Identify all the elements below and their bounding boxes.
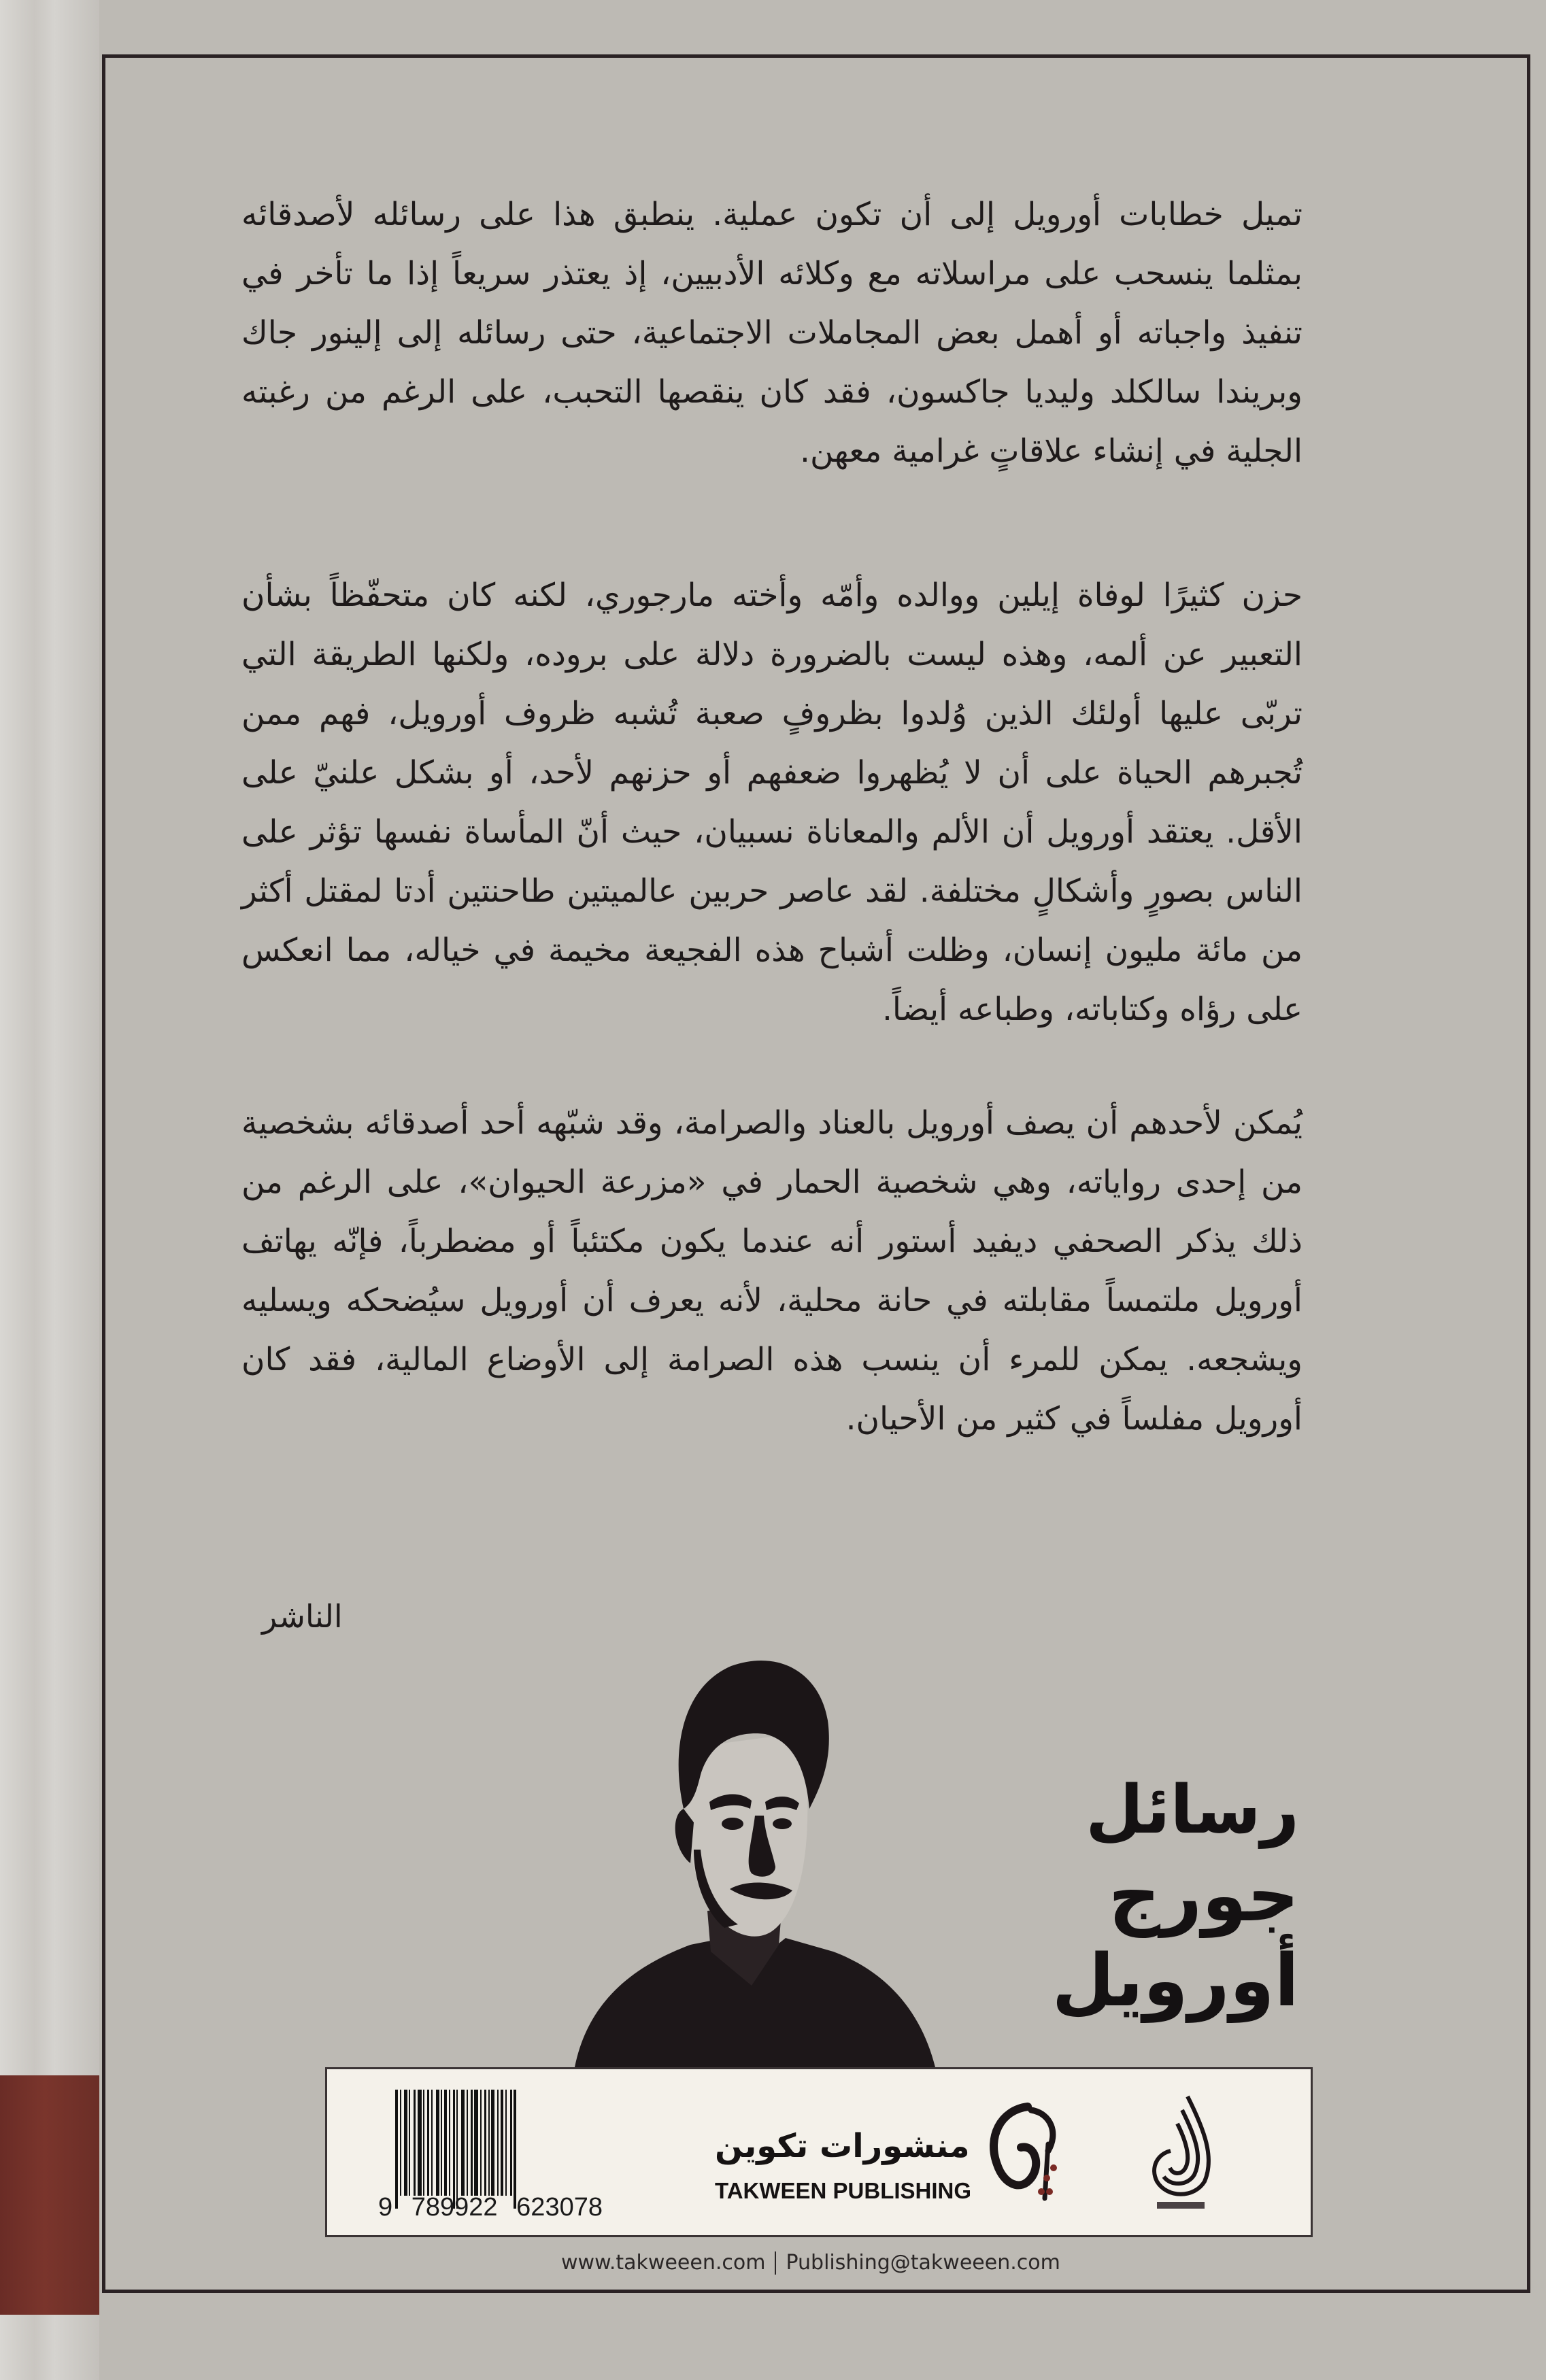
paragraph-text: حزن كثيرًا لوفاة إيلين ووالده وأمّه وأخته مارجوري، لكنه كان متحفّظاً بشأن التعبير عن ألمه، وهذه ليست بالضرورة دلالة على بروده، ولكنها الطريقة التي تربّى عليها أولئك الذين وُلدوا بظروفٍ صعبة تُشبه ظروف أورويل، فهم ممن تُجبرهم الحياة على أن لا يُظهروا ضعفهم أو حزنهم لأحد، أو بشكل علنيّ على الأقل. يعتقد أورويل أن الألم والمعاناة نسبيان، حيث أنّ المأساة نفسها تؤثر على الناس بصورٍ وأشكالٍ مختلفة. لقد عاصر حربين عالميتين طاحنتين أدتا لمقتل أكثر من مائة مليون إنسان، وظلت أشباح هذه الفجيعة مخيمة في خياله، مما انعكس على رؤاه وكتاباته، وطباعه أيضاً. (241, 577, 1303, 1028)
book-title (898, 1768, 1299, 2023)
rafidain-logo-icon (1140, 2090, 1222, 2219)
publisher-label-box (325, 2067, 1313, 2237)
barcode-icon (395, 2090, 592, 2196)
publisher-signature: الناشر (262, 1598, 343, 1635)
title-line-1: رسائل (1086, 1771, 1299, 1849)
email-link[interactable]: Publishing@takweeen.com (786, 2251, 1060, 2275)
orwell-portrait-icon (548, 1646, 956, 2067)
paragraph-text: يُمكن لأحدهم أن يصف أورويل بالعناد والصرامة، وقد شبّهه أحد أصدقائه بشخصية من إحدى رواياته، وهي شخصية الحمار في «مزرعة الحيوان»، على الرغم من ذلك يذكر الصحفي ديفيد أستور أنه عندما يكون مكتئباً أو مضطرباً، فإنّه يهاتف أورويل ملتمساً مقابلته في حانة محلية، لأنه يعرف أن أورويل سيُضحكه ويسليه ويشجعه. يمكن للمرء أن ينسب هذه الصرامة إلى الأوضاع المالية، فقد كان أورويل مفلساً في كثير من الأحيان. (241, 1104, 1303, 1438)
takween-logo-icon (980, 2096, 1069, 2205)
blurb-paragraph-3 (241, 1093, 1303, 1448)
title-line-2: جورج أورويل (1052, 1854, 1299, 2022)
isbn-group-2: 623078 (516, 2193, 603, 2222)
isbn-number (378, 2193, 603, 2222)
footer-contact (561, 2251, 1060, 2275)
isbn-prefix: 9 (378, 2193, 393, 2222)
website-link[interactable]: www.takweeen.com (561, 2251, 766, 2275)
publisher-name-english: TAKWEEN PUBLISHING (715, 2178, 972, 2203)
blurb-paragraph-1 (241, 185, 1303, 481)
paragraph-text: تميل خطابات أورويل إلى أن تكون عملية. ينطبق هذا على رسائله لأصدقائه بمثلما ينسحب على مراسلاته مع وكلائه الأدبيين، إذ يعتذر سريعاً إذا ما تأخر في تنفيذ واجباته أو أهمل بعض المجاملات الاجتماعية، حتى رسائله إلى إلينور جاك وبريندا سالكلد وليديا جاكسون، فقد كان ينقصها التحبب، على الرغم من رغبته الجلية في إنشاء علاقاتٍ غرامية معهن. (241, 196, 1303, 470)
isbn-group-1: 789922 (411, 2193, 498, 2222)
publisher-name-arabic: منشورات تكوين (715, 2127, 970, 2165)
blurb-paragraph-2 (241, 566, 1303, 1039)
footer-divider (775, 2251, 776, 2275)
book-spine (0, 0, 99, 2380)
spine-color-band (0, 2075, 99, 2315)
